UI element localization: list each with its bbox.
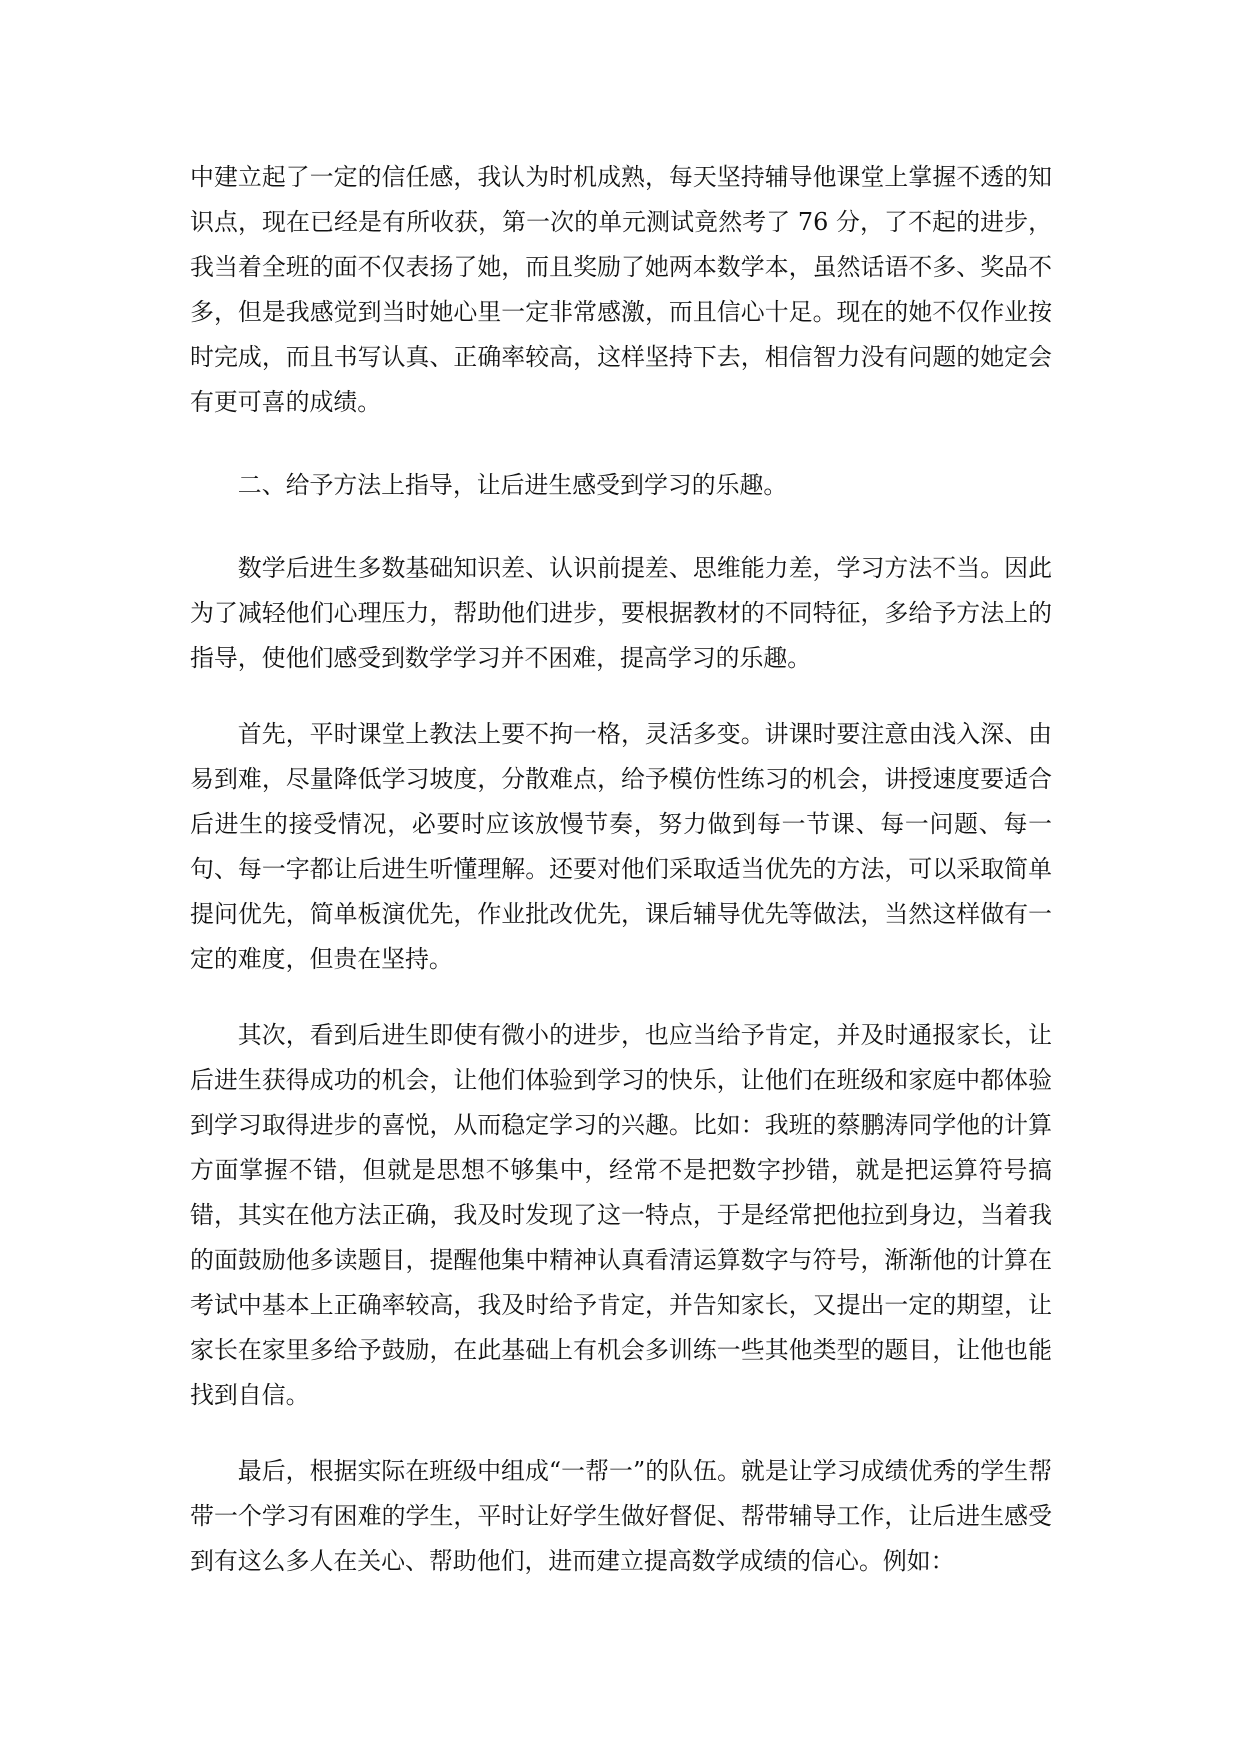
paragraph: 其次，看到后进生即使有微小的进步，也应当给予肯定，并及时通报家长，让后进生获得成功的机会，让他们体验到学习的快乐，让他们在班级和家庭中都体验到学习取得进步的喜悦，从而稳定学习的兴趣。比如：我班的蔡鹏涛同学他的计算方面掌握不错，但就是思想不够集中，经常不是把数字抄错，就是把运算符号搞错，其实在他方法正确，我及时发现了这一特点，于是经常把他拉到身边，当着我的面鼓励他多读题目，提醒他集中精神认真看清运算数字与符号，渐渐他的计算在考试中基本上正确率较高，我及时给予肯定，并告知家长，又提出一定的期望，让家长在家里多给予鼓励，在此基础上有机会多训练一些其他类型的题目，让他也能找到自信。 [190, 1021, 1052, 1409]
document-page [190, 155, 1052, 1584]
paragraph: 最后，根据实际在班级中组成“一帮一”的队伍。就是让学习成绩优秀的学生帮带一个学习有困难的学生，平时让好学生做好督促、帮带辅导工作，让后进生感受到有这么多人在关心、帮助他们，进而建立提高数学成绩的信心。例如： [190, 1457, 1052, 1575]
paragraph: 首先，平时课堂上教法上要不拘一格，灵活多变。讲课时要注意由浅入深、由易到难，尽量降低学习坡度，分散难点，给予模仿性练习的机会，讲授速度要适合后进生的接受情况，必要时应该放慢节奏，努力做到每一节课、每一问题、每一句、每一字都让后进生听懂理解。还要对他们采取适当优先的方法，可以采取简单提问优先，简单板演优先，作业批改优先，课后辅导优先等做法，当然这样做有一定的难度，但贵在坚持。 [190, 720, 1052, 973]
section-heading: 二、给予方法上指导，让后进生感受到学习的乐趣。 [237, 471, 788, 499]
paragraph: 数学后进生多数基础知识差、认识前提差、思维能力差，学习方法不当。因此为了减轻他们心理压力，帮助他们进步，要根据教材的不同特征，多给予方法上的指导，使他们感受到数学学习并不困难，提高学习的乐趣。 [190, 554, 1052, 672]
paragraph-continuation: 中建立起了一定的信任感，我认为时机成熟，每天坚持辅导他课堂上掌握不透的知识点，现在已经是有所收获，第一次的单元测试竟然考了 76 分，了不起的进步，我当着全班的面不仅表扬了她，而且奖励了她两本数学本，虽然话语不多、奖品不多，但是我感觉到当时她心里一定非常感激，而且信心十足。现在的她不仅作业按时完成，而且书写认真、正确率较高，这样坚持下去，相信智力没有问题的她定会有更可喜的成绩。 [190, 163, 1052, 416]
